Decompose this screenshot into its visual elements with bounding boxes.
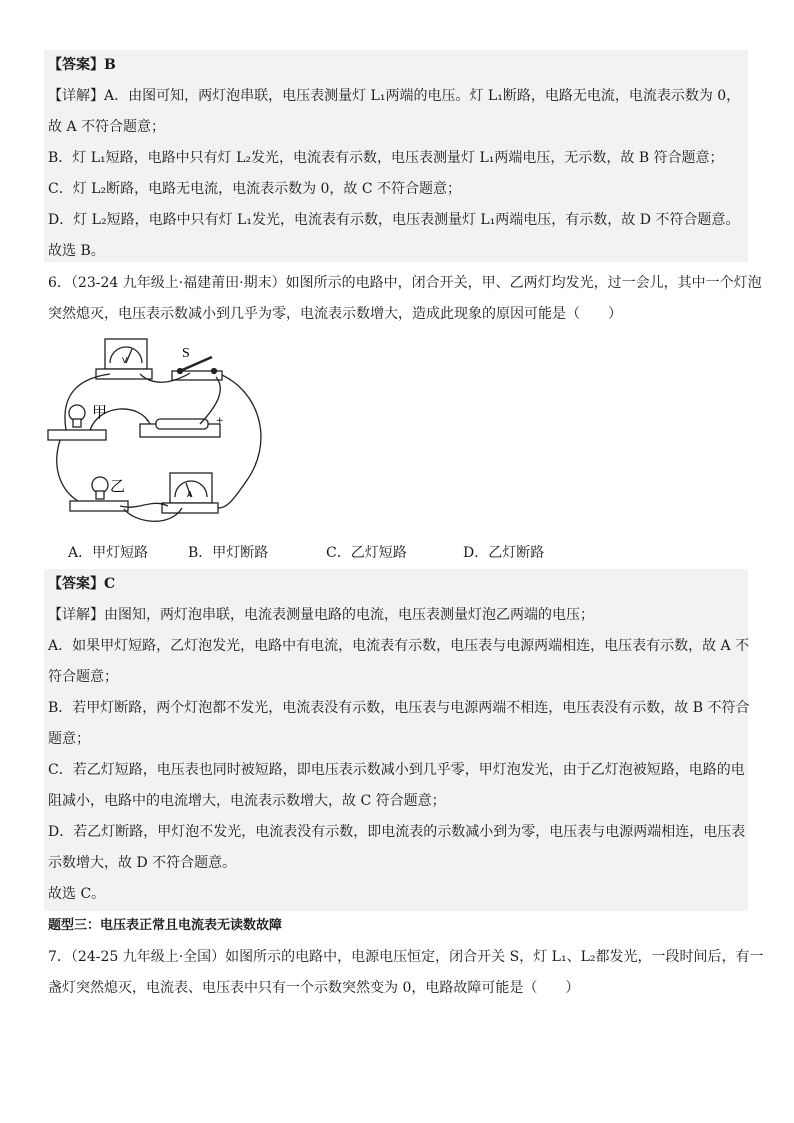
q6-analysis-line: 示数增大，故 D 不符合题意。 [48, 855, 237, 871]
q6-analysis-line: 阻减小，电路中的电流增大，电流表示数增大，故 C 符合题意； [48, 793, 446, 809]
voltmeter-label: V [122, 356, 128, 365]
q6-analysis-line: 题意； [48, 731, 90, 747]
circuit-figure [40, 333, 280, 533]
battery-plus-label: + [216, 416, 224, 426]
lamp-top-base [48, 430, 106, 440]
section-heading: 题型三：电压表正常且电流表无读数故障 [48, 918, 283, 933]
lamp-bottom-base [70, 501, 128, 511]
ammeter-label: A [187, 490, 193, 499]
q5-analysis-line: D．灯 L₂短路，电路中只有灯 L₁发光，电流表有示数，电压表测量灯 L₁两端电压，有示数，故 D 不符合题意。 [48, 212, 740, 228]
q6-stem-line: 突然熄灭，电压表示数减小到几乎为零，电流表示数增大，造成此现象的原因可能是（ ） [48, 306, 622, 322]
q7-stem-line: 7．（24-25 九年级上·全国）如图所示的电路中，电源电压恒定，闭合开关 S，灯 L₁、L₂都发光，一段时间后，有一 [48, 949, 764, 965]
switch-label: S [182, 346, 190, 361]
option-b[interactable]: B．甲灯断路 [188, 545, 269, 561]
battery-minus-label: - [146, 416, 150, 426]
q6-analysis-line: C．若乙灯短路，电压表也同时被短路，即电压表示数减小到几乎零，甲灯泡发光，由于乙灯泡被短路，电路的电 [48, 762, 745, 778]
q6-analysis-line: D．若乙灯断路，甲灯泡不发光，电流表没有示数，即电流表的示数减小到为零，电压表与电源两端相连，电压表 [48, 824, 746, 840]
q5-analysis-line: B．灯 L₁短路，电路中只有灯 L₂发光，电流表有示数，电压表测量灯 L₁两端电压，无示数，故 B 符合题意； [48, 150, 724, 166]
q6-stem-line: 6．（23-24 九年级上·福建莆田·期末）如图所示的电路中，闭合开关，甲、乙两灯均发光，过一会儿，其中一个灯泡 [48, 275, 762, 291]
q6-analysis-line: 符合题意； [48, 669, 118, 685]
lamp-top-label: 甲 [92, 403, 108, 421]
option-d[interactable]: D．乙灯断路 [463, 545, 545, 561]
option-c[interactable]: C．乙灯短路 [326, 545, 407, 561]
q6-analysis-line: A．如果甲灯短路，乙灯泡发光，电路中有电流，电流表有示数，电压表与电源两端相连，电压表有示数，故 A 不 [48, 638, 750, 654]
option-a[interactable]: A．甲灯短路 [68, 545, 149, 561]
q5-answer: 【答案】B [48, 57, 116, 73]
q6-analysis-line: 【详解】由图知，两灯泡串联，电流表测量电路的电流，电压表测量灯泡乙两端的电压； [48, 607, 594, 623]
q5-analysis-line: C．灯 L₂断路，电路无电流，电流表示数为 0，故 C 不符合题意； [48, 181, 462, 197]
q6-analysis-line: 故选 C。 [48, 886, 106, 902]
q5-analysis-line: 故 A 不符合题意； [48, 119, 166, 135]
q6-answer: 【答案】C [48, 576, 116, 592]
lamp-bottom-label: 乙 [110, 477, 126, 495]
q5-analysis-line: 【详解】A．由图可知，两灯泡串联，电压表测量灯 L₁两端的电压。灯 L₁断路，电路无电流，电流表示数为 0， [48, 88, 741, 104]
q6-analysis-line: B．若甲灯断路，两个灯泡都不发光，电流表没有示数，电压表与电源两端不相连，电压表没有示数，故 B 不符合 [48, 700, 750, 716]
q7-stem-line: 盏灯突然熄灭，电流表、电压表中只有一个示数突然变为 0，电路故障可能是（ ） [48, 980, 580, 996]
q5-analysis-line: 故选 B。 [48, 243, 105, 259]
